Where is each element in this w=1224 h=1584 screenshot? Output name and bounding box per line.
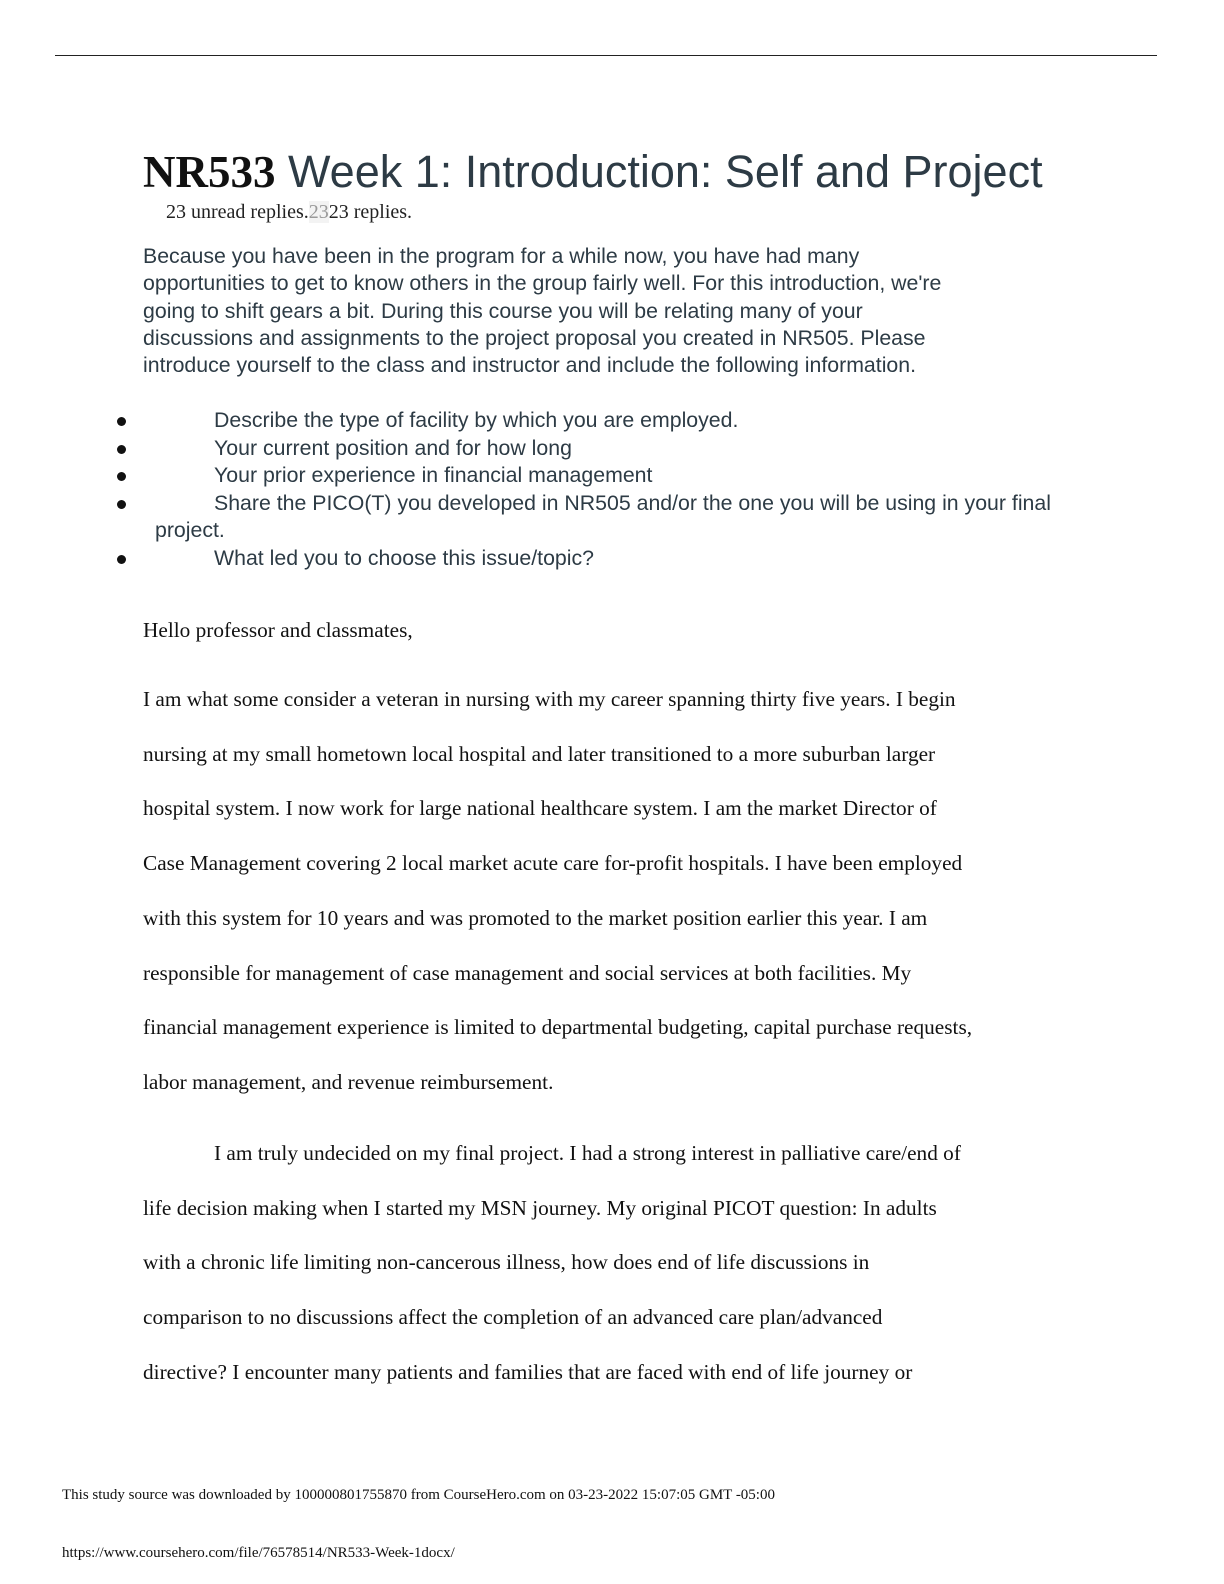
response-paragraph-2 — [143, 1126, 1083, 1400]
paragraph-line: comparison to no discussions affect the completion of an advanced care plan/advanced — [143, 1305, 883, 1330]
paragraph-line: nursing at my small hometown local hospital and later transitioned to a more suburban larger — [143, 741, 936, 766]
paragraph-line: I am truly undecided on my final project. I had a strong interest in palliative care/end of — [214, 1141, 961, 1165]
paragraph-line: with a chronic life limiting non-cancerous illness, how does end of life discussions in — [143, 1250, 870, 1275]
paragraph-line: labor management, and revenue reimbursement. — [143, 1069, 554, 1094]
top-divider — [55, 55, 1157, 56]
unread-replies: 23 unread replies. — [166, 201, 309, 223]
prompt-line: opportunities to get to know others in the group fairly well. For this introduction, we're — [143, 271, 942, 296]
prompt-line: going to shift gears a bit. During this course you will be relating many of your — [143, 298, 863, 323]
reply-count-badge: 23 — [308, 201, 329, 223]
list-item: Share the PICO(T) you developed in NR505 and/or the one you will be using in your final project. — [113, 490, 1073, 545]
list-item: Describe the type of facility by which you are employed. — [113, 407, 1073, 435]
paragraph-line: hospital system. I now work for large national healthcare system. I am the market Director of — [143, 796, 937, 821]
source-note: This study source was downloaded by 100000801755870 from CourseHero.com on 03-23-2022 15:07:05 GMT -05:00 — [62, 1487, 775, 1503]
prompt-line: Because you have been in the program for a while now, you have had many — [143, 244, 860, 268]
paragraph-line: Case Management covering 2 local market acute care for-profit hospitals. I have been employed — [143, 851, 963, 876]
list-item: What led you to choose this issue/topic? — [113, 545, 1073, 573]
bullet-icon — [117, 500, 126, 509]
reply-summary — [166, 199, 412, 225]
response-paragraph-1 — [143, 672, 1083, 1110]
prompt-bullet-list — [113, 407, 1073, 573]
page-title — [143, 144, 1043, 200]
list-item: Your current position and for how long — [113, 435, 1073, 463]
bullet-icon — [117, 417, 126, 426]
paragraph-line: life decision making when I started my MSN journey. My original PICOT question: In adults — [143, 1195, 937, 1220]
total-replies: 23 replies. — [328, 201, 413, 223]
discussion-prompt — [143, 243, 1063, 379]
course-code: NR533 — [143, 147, 276, 197]
bullet-icon — [117, 445, 126, 454]
paragraph-line: financial management experience is limited to departmental budgeting, capital purchase requests, — [143, 1015, 973, 1040]
bullet-icon — [117, 555, 126, 564]
bullet-icon — [117, 472, 126, 481]
prompt-line: introduce yourself to the class and instructor and include the following information. — [143, 353, 917, 378]
paragraph-line: responsible for management of case management and social services at both facilities. My — [143, 960, 912, 985]
paragraph-line: with this system for 10 years and was promoted to the market position earlier this year. I am — [143, 905, 928, 930]
paragraph-line: I am what some consider a veteran in nursing with my career spanning thirty five years. I begin — [143, 687, 956, 711]
prompt-line: discussions and assignments to the project proposal you created in NR505. Please — [143, 325, 926, 350]
list-item: Your prior experience in financial management — [113, 462, 1073, 490]
response-greeting: Hello professor and classmates, — [143, 618, 413, 642]
discussion-title: Week 1: Introduction: Self and Project — [275, 146, 1043, 197]
source-url: https://www.coursehero.com/file/76578514/NR533-Week-1docx/ — [62, 1545, 455, 1561]
paragraph-line: directive? I encounter many patients and families that are faced with end of life journey or — [143, 1359, 913, 1384]
